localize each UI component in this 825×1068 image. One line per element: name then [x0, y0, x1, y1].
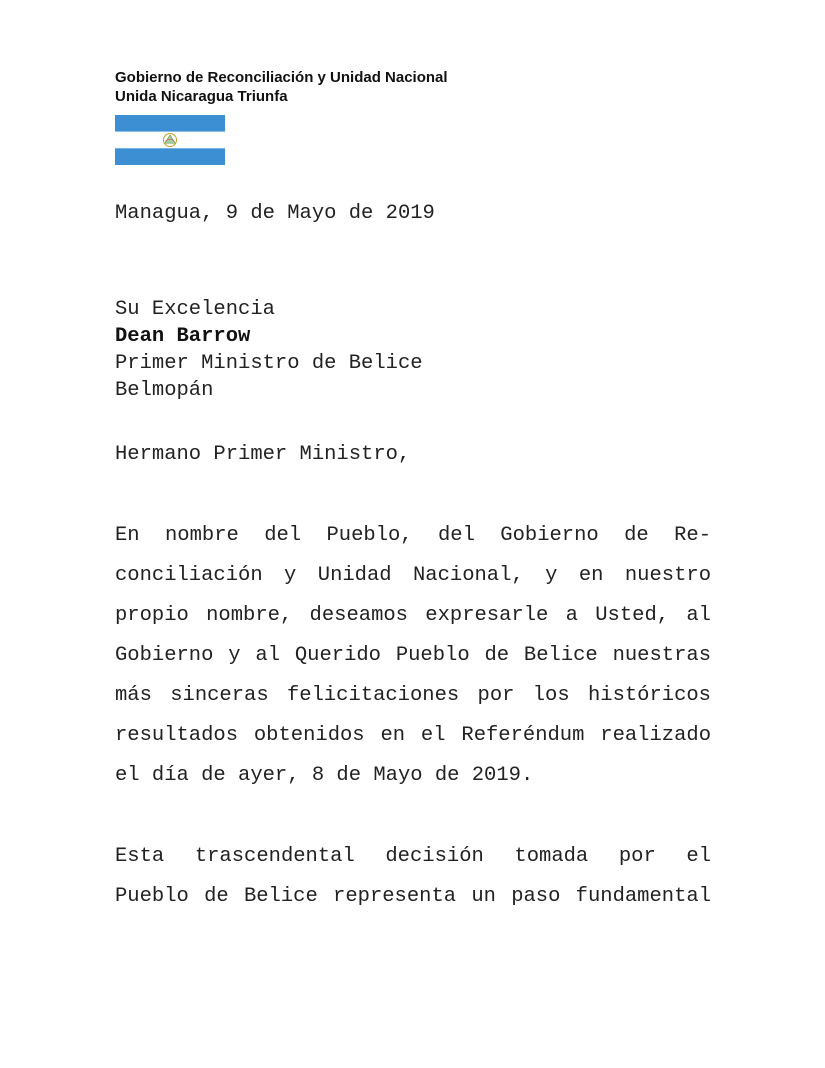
recipient-name: Dean Barrow — [115, 325, 251, 348]
recipient-city: Belmopán — [115, 379, 214, 402]
paragraph-line: resultados obtenidos en el Referéndum realizado — [115, 724, 711, 747]
salutation: Hermano Primer Ministro, — [115, 443, 411, 466]
letterhead — [115, 68, 448, 106]
paragraph-line: más sinceras felicitaciones por los históricos — [115, 684, 711, 707]
recipient-title: Su Excelencia — [115, 298, 275, 321]
paragraph-line: conciliación y Unidad Nacional, y en nuestro — [115, 564, 711, 587]
paragraph-line: el día de ayer, 8 de Mayo de 2019. — [115, 764, 534, 787]
recipient-block — [115, 296, 423, 404]
paragraph-line: Gobierno y al Querido Pueblo de Belice nuestras — [115, 644, 711, 667]
letterhead-slogan: Unida Nicaragua Triunfa — [115, 88, 288, 105]
letter-date: Managua, 9 de Mayo de 2019 — [115, 202, 435, 225]
paragraph-line: propio nombre, deseamos expresarle a Usted, al — [115, 604, 711, 627]
recipient-position: Primer Ministro de Belice — [115, 352, 423, 375]
body-paragraph-2 — [115, 837, 711, 917]
paragraph-line: Pueblo de Belice representa un paso fundamental — [115, 885, 711, 908]
paragraph-line: Esta trascendental decisión tomada por el — [115, 845, 711, 868]
body-paragraph-1 — [115, 516, 711, 796]
paragraph-line: En nombre del Pueblo, del Gobierno de Re- — [115, 524, 711, 547]
letterhead-government-name: Gobierno de Reconciliación y Unidad Nacional — [115, 69, 448, 86]
nicaragua-flag-icon — [115, 115, 225, 165]
